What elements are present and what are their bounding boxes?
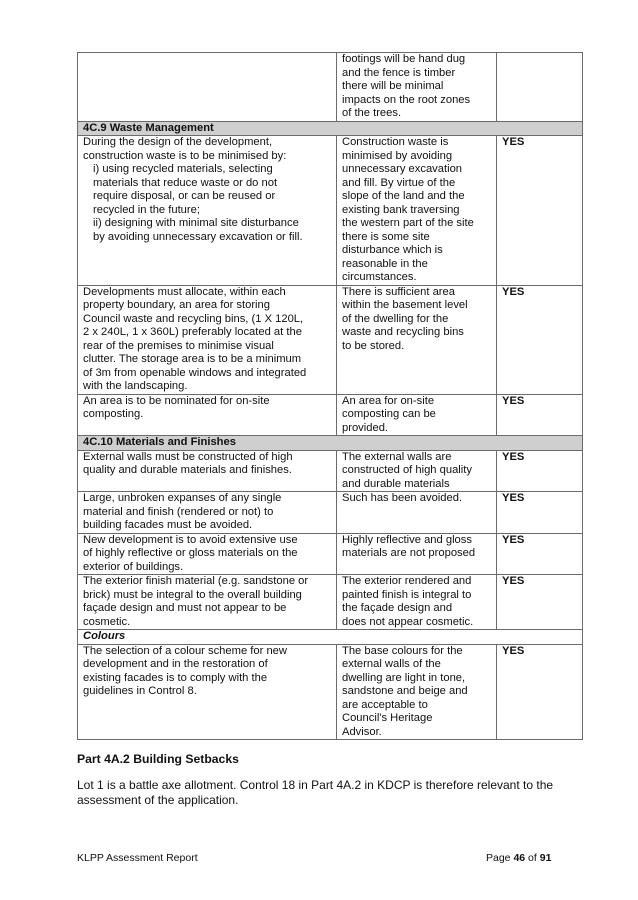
cell-line: there is some site [342, 230, 430, 243]
control-cell [78, 394, 337, 436]
cell-line: property boundary, an area for storing [83, 299, 270, 311]
table-row [78, 136, 583, 286]
compliance-cell: YES [497, 492, 583, 534]
page-current: 46 [513, 852, 526, 864]
cell-line: exterior of buildings. [83, 560, 184, 573]
table-row [78, 492, 583, 534]
cell-line: unnecessary excavation [342, 163, 463, 175]
cell-line: footings will be hand dug [342, 53, 466, 65]
paragraph-line: Lot 1 is a battle axe allotment. Control 18 in Part 4A.2 in KDCP is therefore relevant to the [77, 778, 554, 792]
cell-line: The exterior finish material (e.g. sandstone or [83, 575, 309, 587]
cell-line: existing facades is to comply with the [83, 671, 268, 684]
cell-line: rear of the premises to minimise visual [83, 339, 274, 352]
comment-cell [337, 136, 497, 286]
cell-line: Highly reflective and gloss [342, 533, 472, 546]
cell-line: existing bank traversing [342, 203, 460, 216]
cell-line: An area for on-site [342, 394, 435, 407]
table-row [78, 394, 583, 436]
cell-line: painted finish is integral to [342, 588, 472, 601]
cell-line: material and finish (rendered or not) to [83, 505, 274, 518]
table-row [78, 644, 583, 740]
cell-line: of the trees. [342, 107, 402, 119]
table-row [78, 575, 583, 630]
comment-cell [337, 285, 497, 394]
cell-line: 2 x 240L, 1 x 360L) preferably located at the [83, 326, 302, 338]
control-cell [78, 285, 337, 394]
cell-line: external walls of the [342, 658, 441, 670]
cell-line: minimised by avoiding [342, 149, 453, 162]
section-heading: Part 4A.2 Building Setbacks [77, 752, 239, 766]
control-cell [78, 575, 337, 630]
cell-line: to be stored. [342, 339, 405, 352]
footer-page-number [486, 852, 551, 864]
cell-line: recycled in the future; [93, 203, 200, 216]
control-cell [78, 53, 337, 122]
cell-line: Such has been avoided. [342, 492, 463, 504]
compliance-cell: YES [497, 644, 583, 740]
cell-line: i) using recycled materials, selecting [93, 163, 273, 175]
cell-line: and fill. By virtue of the [342, 176, 456, 189]
page-total: 91 [539, 852, 552, 864]
cell-line: quality and durable materials and finishes. [83, 464, 292, 476]
control-cell [78, 644, 337, 740]
cell-line: dwelling are light in tone, [342, 671, 466, 684]
cell-line: with the landscaping. [83, 380, 188, 392]
cell-line: circumstances. [342, 271, 417, 283]
cell-line: Council waste and recycling bins, (1 X 120L, [83, 312, 304, 325]
cell-line: provided. [342, 421, 389, 434]
cell-line: Council's Heritage [342, 712, 433, 724]
cell-line: of highly reflective or gloss materials on the [83, 547, 298, 559]
cell-line: constructed of high quality [342, 464, 472, 476]
cell-line: cosmetic. [83, 615, 131, 628]
cell-line: reasonable in the [342, 257, 428, 270]
section-header-label: 4C.9 Waste Management [78, 121, 583, 136]
compliance-cell [497, 53, 583, 122]
section-header [78, 121, 583, 136]
comment-cell [337, 575, 497, 630]
cell-line: composting. [83, 408, 144, 420]
cell-line: During the design of the development, [83, 136, 273, 148]
cell-line: construction waste is to be minimised by: [83, 149, 287, 162]
section-header [78, 436, 583, 451]
cell-line: Construction waste is [342, 136, 449, 148]
cell-line: building facades must be avoided. [83, 519, 253, 531]
cell-line: disturbance which is [342, 244, 443, 256]
page-prefix: Page [486, 852, 514, 864]
subheading-label: Colours [78, 630, 583, 645]
cell-line: by avoiding unnecessary excavation or fill. [93, 230, 303, 243]
comment-cell [337, 533, 497, 575]
comment-cell [337, 644, 497, 740]
cell-line: waste and recycling bins [342, 326, 464, 338]
paragraph-line: assessment of the application. [77, 793, 239, 807]
cell-line: New development is to avoid extensive use [83, 533, 298, 546]
cell-line: sandstone and beige and [342, 685, 468, 697]
table-row [78, 285, 583, 394]
cell-line: development and in the restoration of [83, 658, 268, 670]
control-cell [78, 492, 337, 534]
cell-line: within the basement level [342, 299, 468, 311]
cell-line: of 3m from openable windows and integrated [83, 366, 307, 379]
cell-line: External walls must be constructed of high [83, 450, 293, 463]
cell-line: there will be minimal [342, 80, 444, 92]
cell-line: materials are not proposed [342, 547, 476, 559]
cell-line: the façade design and [342, 602, 453, 614]
page-of: of [525, 852, 540, 864]
cell-line: guidelines in Control 8. [83, 685, 197, 697]
body-paragraph [77, 778, 557, 808]
compliance-cell: YES [497, 575, 583, 630]
control-cell [78, 533, 337, 575]
comment-cell [337, 394, 497, 436]
control-cell [78, 136, 337, 286]
table-row [78, 533, 583, 575]
cell-line: The exterior rendered and [342, 575, 472, 587]
cell-line: clutter. The storage area is to be a minimum [83, 353, 302, 365]
cell-line: brick) must be integral to the overall building [83, 588, 302, 601]
compliance-cell: YES [497, 533, 583, 575]
footer-report-name: KLPP Assessment Report [77, 852, 198, 864]
cell-line: of the dwelling for the [342, 312, 449, 325]
cell-line: the western part of the site [342, 217, 474, 229]
cell-line: ii) designing with minimal site disturbance [93, 217, 299, 229]
comment-cell [337, 450, 497, 492]
cell-line: materials that reduce waste or do not [93, 176, 278, 189]
compliance-cell: YES [497, 394, 583, 436]
compliance-cell: YES [497, 136, 583, 286]
compliance-cell: YES [497, 450, 583, 492]
cell-line: and durable materials [342, 477, 450, 490]
compliance-cell: YES [497, 285, 583, 394]
cell-line: The selection of a colour scheme for new [83, 644, 287, 657]
table-row [78, 450, 583, 492]
cell-line: An area is to be nominated for on-site [83, 394, 270, 407]
subheading [78, 630, 583, 645]
control-cell [78, 450, 337, 492]
table-row [78, 53, 583, 122]
cell-line: slope of the land and the [342, 190, 465, 202]
cell-line: The base colours for the [342, 644, 463, 657]
section-header-label: 4C.10 Materials and Finishes [78, 436, 583, 451]
cell-line: and the fence is timber [342, 66, 456, 79]
comment-cell [337, 53, 497, 122]
cell-line: does not appear cosmetic. [342, 615, 474, 628]
cell-line: Developments must allocate, within each [83, 285, 286, 298]
cell-line: composting can be [342, 408, 436, 420]
cell-line: require disposal, or can be reused or [93, 190, 276, 202]
cell-line: façade design and must not appear to be [83, 602, 287, 614]
cell-line: Advisor. [342, 725, 382, 738]
cell-line: are acceptable to [342, 698, 428, 711]
comment-cell [337, 492, 497, 534]
cell-line: impacts on the root zones [342, 93, 471, 106]
cell-line: Large, unbroken expanses of any single [83, 492, 282, 504]
cell-line: The external walls are [342, 450, 452, 463]
assessment-table [77, 52, 583, 740]
cell-line: There is sufficient area [342, 285, 455, 298]
